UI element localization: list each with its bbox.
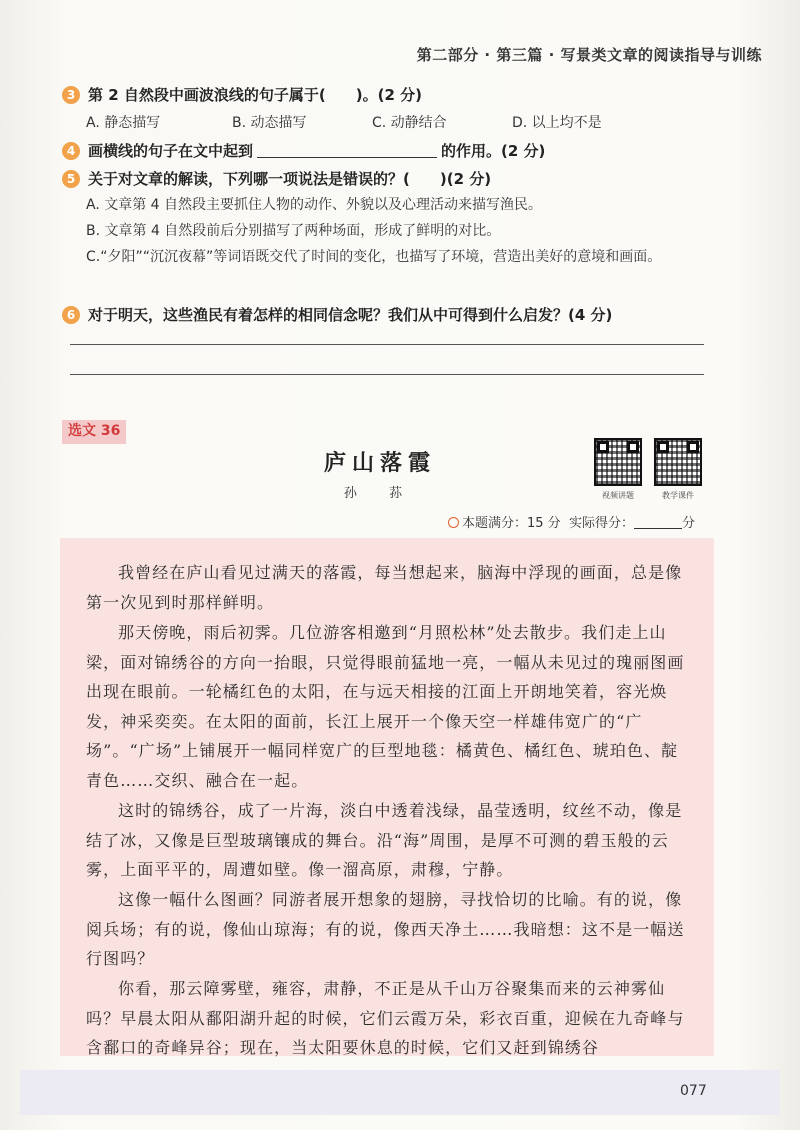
question-5	[62, 168, 491, 189]
page-number: 077	[680, 1083, 707, 1099]
running-header: 第二部分 · 第三篇 · 写景类文章的阅读指导与训练	[416, 46, 762, 64]
score-blank[interactable]	[634, 516, 682, 529]
clock-icon	[448, 517, 459, 528]
qr-code-courseware[interactable]	[654, 438, 702, 486]
score-full: 本题满分：15 分	[462, 516, 561, 531]
answer-line-1[interactable]	[70, 344, 704, 345]
statement-c: C.“夕阳”“沉沉夜幕”等词语既交代了时间的变化，也描写了环境，营造出美好的意境和画面。	[86, 249, 662, 265]
option-b: B. 动态描写	[232, 115, 307, 131]
answer-line-2[interactable]	[70, 374, 704, 375]
option-d: D. 以上均不是	[512, 115, 602, 131]
selection-label: 选文	[68, 423, 96, 439]
question-number-badge: 5	[62, 170, 80, 188]
score-actual-label: 实际得分：	[568, 516, 634, 531]
question-number-badge: 6	[62, 306, 80, 324]
qr-code-video[interactable]	[594, 438, 642, 486]
passage-author: 孙 荪	[343, 486, 417, 501]
option-a: A. 静态描写	[86, 115, 161, 131]
passage-paragraph-2: 那天傍晚，雨后初霁。几位游客相邀到“月照松林”处去散步。我们走上山梁，面对锦绣谷的方向一抬眼，只觉得眼前猛地一亮，一幅从未见过的瑰丽图画出现在眼前。一轮橘红色的太阳，在与远天相接的江面上开朗地笑着，容光焕发，神采奕奕。在太阳的面前，长江上展开一个像天空一样雄伟宽广的“广场”。“广场”上铺展开一幅同样宽广的巨型地毯：橘黄色、橘红色、琥珀色、靛青色……交织、融合在一起。	[86, 623, 685, 790]
question-text: 第 2 自然段中画波浪线的句子属于( )。(2 分)	[88, 86, 422, 104]
question-text: 画横线的句子在文中起到	[88, 142, 254, 160]
question-text: 对于明天，这些渔民有着怎样的相同信念呢？我们从中可得到什么启发？(4 分)	[88, 306, 613, 324]
question-3	[62, 84, 422, 105]
passage-paragraph-3: 这时的锦绣谷，成了一片海，淡白中透着浅绿，晶莹透明，纹丝不动，像是结了冰，又像是巨型玻璃镶成的舞台。沿“海”周围，是厚不可测的碧玉般的云雾，上面平平的，周遭如壁。像一溜高原，肃穆，宁静。	[86, 801, 683, 879]
passage-paragraph-5: 你看，那云障雾壁，雍容，肃静，不正是从千山万谷聚集而来的云神雾仙吗？早晨太阳从鄱阳湖升起的时候，它们云霞万朵，彩衣百重，迎候在九奇峰与含鄱口的奇峰异谷；现在，当太阳要休息的时候，它们又赶到锦绣谷	[86, 979, 685, 1057]
score-line	[448, 512, 695, 531]
selection-number: 36	[100, 423, 121, 439]
score-unit: 分	[681, 516, 695, 531]
footer-band	[20, 1070, 780, 1115]
question-number-badge: 3	[62, 86, 80, 104]
option-c: C. 动静结合	[372, 115, 447, 131]
passage-title: 庐山落霞	[323, 450, 436, 476]
qr-label-video: 视频讲题	[602, 491, 634, 500]
selection-tag	[62, 420, 126, 444]
question-number-badge: 4	[62, 142, 80, 160]
question-text-end: 的作用。(2 分)	[441, 142, 546, 160]
answer-blank[interactable]	[257, 143, 437, 158]
qr-label-courseware: 教学课件	[662, 491, 694, 500]
question-4	[62, 140, 545, 161]
statement-a: A. 文章第 4 自然段主要抓住人物的动作、外貌以及心理活动来描写渔民。	[86, 197, 543, 213]
statement-b: B. 文章第 4 自然段前后分别描写了两种场面，形成了鲜明的对比。	[86, 223, 501, 239]
question-6	[62, 304, 612, 325]
passage-paragraph-1: 我曾经在庐山看见过满天的落霞，每当想起来，脑海中浮现的画面，总是像第一次见到时那样鲜明。	[86, 563, 683, 612]
question-text: 关于对文章的解读，下列哪一项说法是错误的？( )(2 分)	[88, 170, 492, 188]
passage-paragraph-4: 这像一幅什么图画？同游者展开想象的翅膀，寻找恰切的比喻。有的说，像阅兵场；有的说，像仙山琼海；有的说，像西天净土……我暗想：这不是一幅送行图吗？	[86, 890, 685, 968]
